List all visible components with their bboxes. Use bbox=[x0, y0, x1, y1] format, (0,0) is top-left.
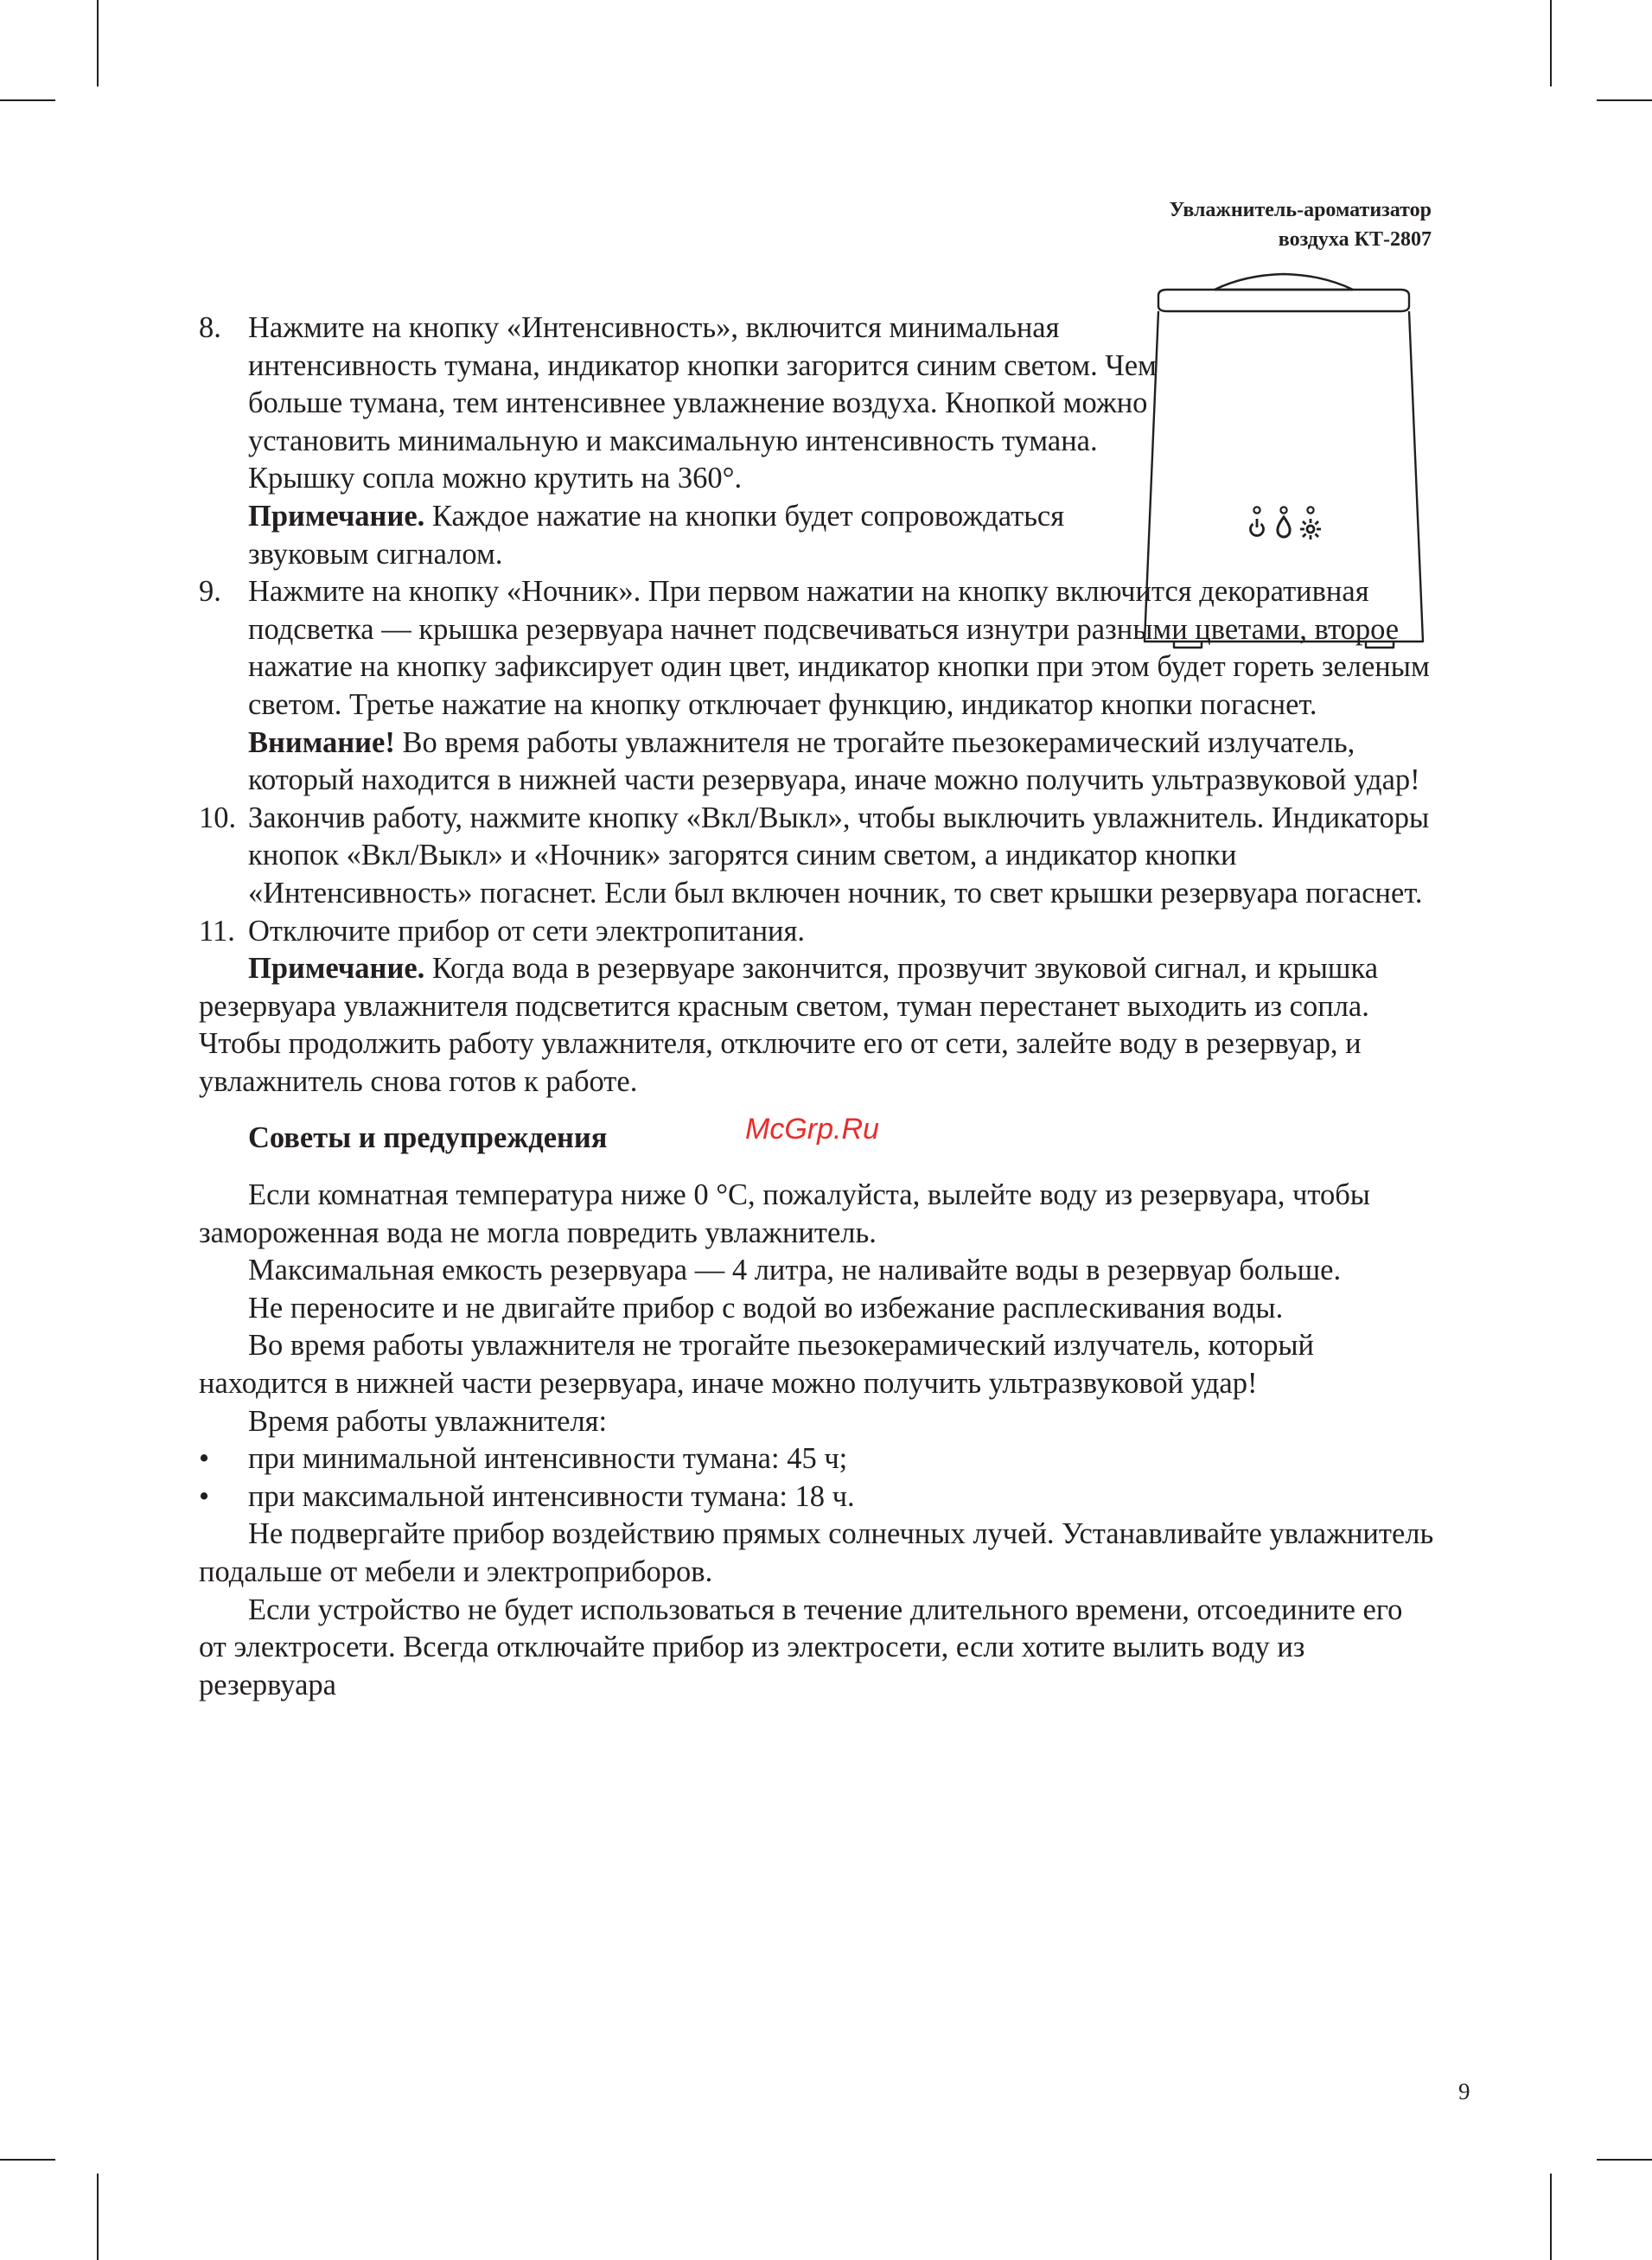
warning-label: Внимание! bbox=[248, 725, 395, 759]
paragraph: Время работы увлажнителя: bbox=[248, 1404, 608, 1438]
header-line-1: Увлажнитель-ароматизатор bbox=[1169, 199, 1432, 221]
note-label: Примечание. bbox=[248, 499, 425, 533]
watermark: McGrp.Ru bbox=[745, 1113, 879, 1146]
section-heading: Советы и предупреждения bbox=[248, 1121, 608, 1155]
paragraph: Если устройство не будет использоваться в течение длительного времени, отсоедините его от электросети. Всегда отключайте прибор из электросети, если хотите вылить воду из резервуара bbox=[199, 1593, 1403, 1701]
crop-mark bbox=[97, 2174, 99, 2260]
bullet-text: при максимальной интенсивности тумана: 18 ч. bbox=[248, 1479, 855, 1513]
item-text: Нажмите на кнопку «Интенсивность», включится минимальная интенсивность тумана, индикатор кнопки загорится синим светом. Чем больше тумана, тем интенсивнее увлажнение воздуха. Кнопкой можно установить минимальную и максимальную интенсивность тумана. Крышку сопла можно крутить на 360°. bbox=[248, 311, 1157, 495]
crop-mark bbox=[1550, 0, 1552, 86]
bullet-item bbox=[199, 1478, 1437, 1516]
note-label: Примечание. bbox=[248, 952, 425, 986]
item-number: 10. bbox=[199, 801, 237, 834]
bullet-marker: • bbox=[199, 1479, 210, 1513]
item-text: Закончив работу, нажмите кнопку «Вкл/Выкл», чтобы выключить увлажнитель. Индикаторы кнопок «Вкл/Выкл» и «Ночник» загорятся синим светом, а индикатор кнопки «Интенсивность» погаснет. Если был включен ночник, то свет крышки резервуара погаснет. bbox=[248, 801, 1430, 910]
running-header bbox=[1170, 195, 1432, 254]
paragraph: Во время работы увлажнителя не трогайте пьезокерамический излучатель, который находится в нижней части резервуара, иначе можно получить ультразвуковой удар! bbox=[199, 1329, 1314, 1401]
paragraph: Если комнатная температура ниже 0 °C, пожалуйста, вылейте воду из резервуара, чтобы замороженная вода не могла повредить увлажнитель. bbox=[199, 1178, 1370, 1249]
crop-mark bbox=[1597, 2159, 1652, 2161]
item-text: Нажмите на кнопку «Ночник». При первом нажатии на кнопку включится декоративная подсветка — крышка резервуара начнет подсвечиваться изнутри разными цветами, второе нажатие на кнопку зафиксирует один цвет, индикатор кнопки при этом будет гореть зеленым светом. Третье нажатие на кнопку отключает функцию, индикатор кнопки погаснет. bbox=[248, 575, 1430, 721]
final-note bbox=[199, 950, 1437, 1101]
note-text: Каждое нажатие на кнопки будет сопровождаться звуковым сигналом. bbox=[248, 499, 1065, 571]
item-number: 11. bbox=[199, 914, 235, 948]
crop-mark bbox=[1550, 2174, 1552, 2260]
list-item-10 bbox=[199, 800, 1437, 913]
list-item-9 bbox=[199, 573, 1437, 800]
item-number: 8. bbox=[199, 311, 221, 344]
note-text: Когда вода в резервуаре закончится, прозвучит звуковой сигнал, и крышка резервуара увлажнителя подсветится красным светом, туман перестанет выходить из сопла. Чтобы продолжить работу увлажнителя, отключите его от сети, залейте воду в резервуар, и увлажнитель снова готов к работе. bbox=[199, 952, 1379, 1098]
paragraph: Не переносите и не двигайте прибор с водой во избежание расплескивания воды. bbox=[248, 1291, 1284, 1325]
item-number: 9. bbox=[199, 575, 221, 609]
list-item-8 bbox=[199, 310, 1437, 573]
crop-mark bbox=[1597, 99, 1652, 101]
bullet-item bbox=[199, 1440, 1437, 1478]
page-number: 9 bbox=[1458, 2078, 1470, 2104]
header-line-2: воздуха КТ-2807 bbox=[1278, 228, 1432, 251]
bullet-text: при минимальной интенсивности тумана: 45 ч; bbox=[248, 1442, 848, 1476]
main-content bbox=[199, 310, 1437, 1704]
crop-mark bbox=[0, 99, 55, 101]
bullet-marker: • bbox=[199, 1442, 210, 1476]
crop-mark bbox=[0, 2159, 55, 2161]
paragraph: Не подвергайте прибор воздействию прямых солнечных лучей. Устанавливайте увлажнитель подальше от мебели и электроприборов. bbox=[199, 1517, 1434, 1588]
warning-text: Во время работы увлажнителя не трогайте пьезокерамический излучатель, который находится в нижней части резервуара, иначе можно получить ультразвуковой удар! bbox=[248, 725, 1420, 797]
item-text: Отключите прибор от сети электропитания. bbox=[248, 914, 805, 948]
list-item-11 bbox=[199, 913, 1437, 951]
paragraph: Максимальная емкость резервуара — 4 литра, не наливайте воды в резервуар больше. bbox=[248, 1254, 1342, 1287]
crop-mark bbox=[97, 0, 99, 86]
